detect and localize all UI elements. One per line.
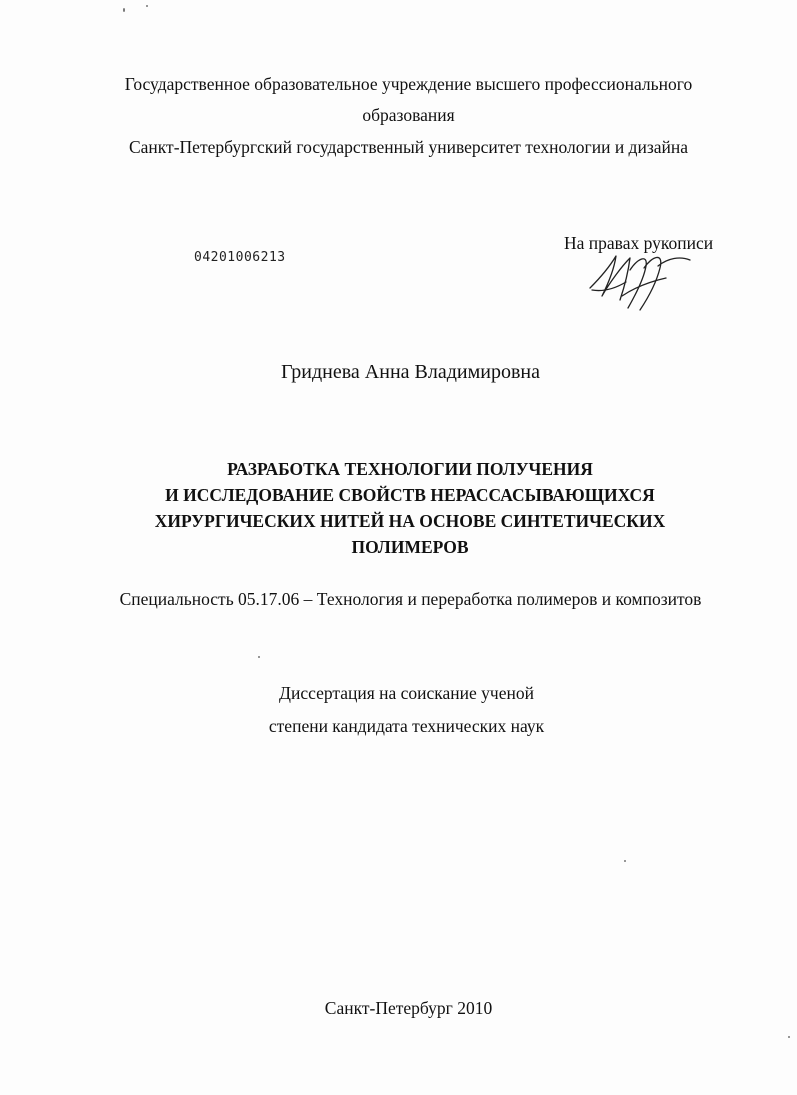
dissertation-purpose-line-1: Диссертация на соискание ученой <box>279 683 534 703</box>
scan-speck <box>624 860 626 862</box>
title-line-1: РАЗРАБОТКА ТЕХНОЛОГИИ ПОЛУЧЕНИЯ <box>227 459 593 479</box>
university-name: Санкт-Петербургский государственный университет технологии и дизайна <box>128 137 689 157</box>
title-line-4: ПОЛИМЕРОВ <box>351 537 469 557</box>
scan-speck <box>258 656 260 658</box>
scan-speck <box>788 1036 790 1038</box>
title-line-3: ХИРУРГИЧЕСКИХ НИТЕЙ НА ОСНОВЕ СИНТЕТИЧЕСКИХ <box>154 511 666 531</box>
author-name: Гриднева Анна Владимировна <box>280 361 540 383</box>
specialty-line: Специальность 05.17.06 – Технология и переработка полимеров и композитов <box>119 589 702 609</box>
manuscript-rights-note: На правах рукописи <box>564 233 714 253</box>
dissertation-purpose-line-2: степени кандидата технических наук <box>268 716 545 736</box>
city-and-year: Санкт-Петербург 2010 <box>324 998 493 1018</box>
title-line-2: И ИССЛЕДОВАНИЕ СВОЙСТВ НЕРАССАСЫВАЮЩИХСЯ <box>165 485 655 505</box>
institution-line-1: Государственное образовательное учреждение высшего профессионального <box>124 74 693 94</box>
document-number: 04201006213 <box>194 250 286 265</box>
signature-icon <box>586 248 696 314</box>
dissertation-title <box>50 456 770 560</box>
scan-speck <box>123 8 125 12</box>
scan-speck <box>146 5 148 7</box>
institution-line-2: образования <box>362 105 455 125</box>
